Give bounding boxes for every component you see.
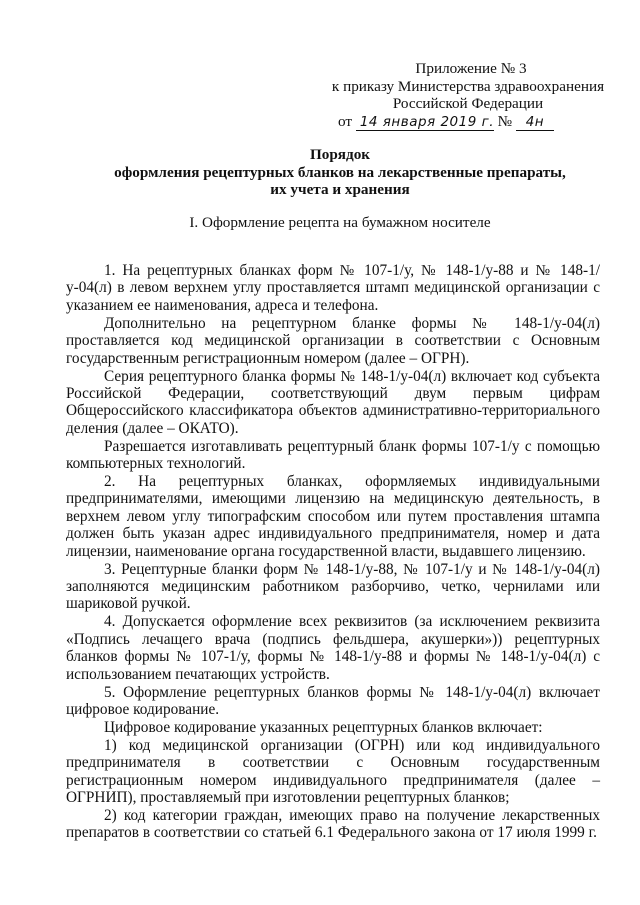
paragraph-1: 1. На рецептурных бланках форм № 107-1/у, № 148-1/у-88 и № 148-1/у-04(л) в левом верхнем углу проставляется штамп медицинской организации с указанием ее наименования, адреса и телефона. <box>66 262 600 314</box>
paragraph-4: Разрешается изготавливать рецептурный бланк формы 107-1/у с помощью компьютерных технологий. <box>66 437 600 473</box>
paragraph-2: Дополнительно на рецептурном бланке формы № 148-1/у-04(л) проставляется код медицинской организации в соответствии с Основным государственным регистрационным номером (далее – ОГРН). <box>66 314 600 367</box>
handwritten-date: 14 января 2019 г. <box>356 115 494 131</box>
appendix-order: к приказу Министерства здравоохранения <box>331 77 605 95</box>
number-prefix: № <box>497 112 513 130</box>
appendix-header <box>318 60 618 131</box>
paragraph-6: 3. Рецептурные бланки форм № 148-1/у-88, № 107-1/у и № 148-1/у-04(л) заполняются медицинским работником разборчиво, четко, чернилами или шариковой ручкой. <box>66 560 600 613</box>
paragraph-3: Серия рецептурного бланка формы № 148-1/у-04(л) включает код субъекта Российской Федерации, соответствующий двум первым цифрам Общероссийского классификатора объектов административно-территориального деления (далее – ОКАТО). <box>66 367 600 437</box>
title-line-1: Порядок <box>309 146 371 163</box>
document-body <box>66 262 600 842</box>
appendix-date-line <box>318 113 618 131</box>
paragraph-5: 2. На рецептурных бланках, оформляемых индивидуальными предпринимателями, имеющими лицензию на медицинскую деятельность, в верхнем левом углу типографским способом или путем проставления штампа должен быть указан адрес индивидуального предпринимателя, номер и дата лицензии, наименование органа государственной власти, выдавшего лицензию. <box>66 473 600 560</box>
paragraph-9: Цифровое кодирование указанных рецептурных бланков включает: <box>104 718 543 736</box>
document-title <box>60 146 620 199</box>
appendix-country: Российской Федерации <box>392 95 544 112</box>
title-line-2: оформления рецептурных бланков на лекарственные препараты, <box>114 163 566 181</box>
appendix-number: Приложение № 3 <box>415 60 527 77</box>
paragraph-8: 5. Оформление рецептурных бланков формы № 148-1/у-04(л) включает цифровое кодирование. <box>66 683 600 718</box>
title-line-3: их учета и хранения <box>270 181 410 198</box>
handwritten-number: 4н <box>516 115 554 131</box>
paragraph-10: 1) код медицинской организации (ОГРН) или код индивидуального предпринимателя в соответствии с Основным государственным регистрационным номером индивидуального предпринимателя (далее – ОГРНИП), проставляемый при изготовлении рецептурных бланков; <box>66 736 600 807</box>
paragraph-11: 2) код категории граждан, имеющих право на получение лекарственных препаратов в соответствии со статьей 6.1 Федерального закона от 17 июля 1999 г. <box>66 807 600 842</box>
paragraph-7: 4. Допускается оформление всех реквизитов (за исключением реквизита «Подпись лечащего врача (подпись фельдшера, акушерки»)) рецептурных бланков формы № 107-1/у, формы № 148-1/у-88 и формы № 148-1/у-04(л) с использованием печатающих устройств. <box>66 613 600 683</box>
date-prefix: от <box>338 112 353 130</box>
section-heading: I. Оформление рецепта на бумажном носителе <box>189 214 491 231</box>
